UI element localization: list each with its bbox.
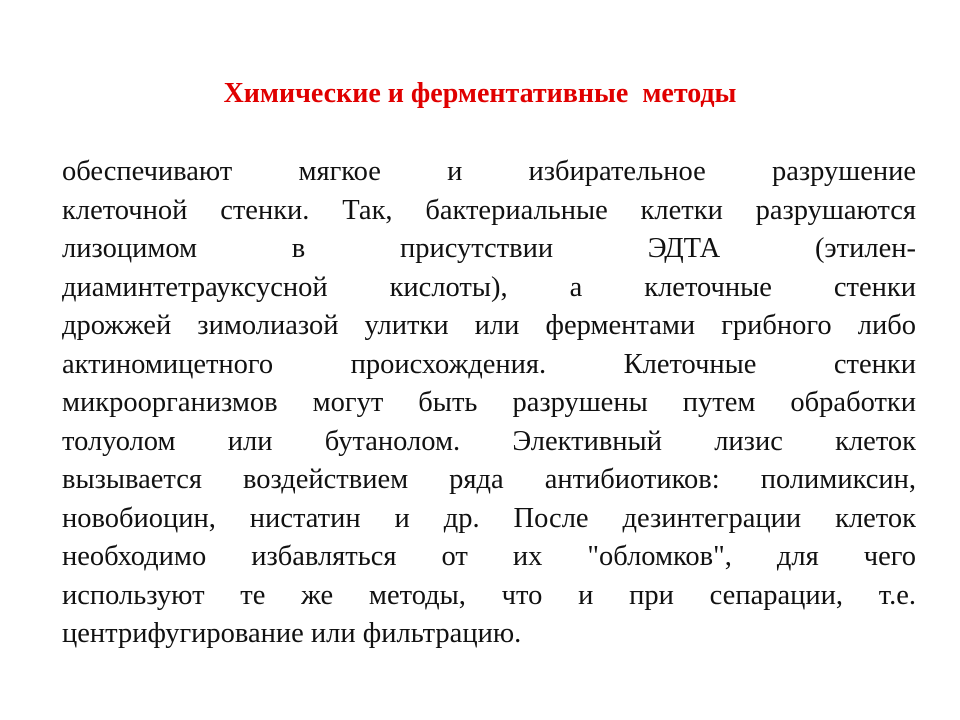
- body-line: необходимо избавляться от их "обломков", для чего: [62, 541, 916, 572]
- body-line: микроорганизмов могут быть разрушены путем обработки: [62, 387, 916, 418]
- body-paragraph: [62, 153, 916, 654]
- slide-title: Химические и ферментативные методы: [223, 78, 737, 109]
- body-line: клеточной стенки. Так, бактериальные клетки разрушаются: [62, 194, 916, 226]
- body-line: обеспечивают мягкое и избирательное разрушение: [62, 156, 916, 187]
- body-line: лизоцимом в присутствии ЭДТА (этилен-: [62, 233, 916, 264]
- body-line: диаминтетрауксусной кислоты), а клеточные стенки: [62, 271, 916, 303]
- body-line: новобиоцин, нистатин и др. После дезинтеграции клеток: [62, 502, 916, 534]
- body-line: центрифугирование или фильтрацию.: [62, 618, 522, 649]
- body-line: толуолом или бутанолом. Элективный лизис клеток: [62, 425, 916, 457]
- body-line: дрожжей зимолиазой улитки или ферментами грибного либо: [62, 310, 916, 341]
- body-line: актиномицетного происхождения. Клеточные стенки: [62, 348, 916, 380]
- body-line: вызывается воздействием ряда антибиотиков: полимиксин,: [62, 464, 916, 495]
- body-line: используют те же методы, что и при сепарации, т.е.: [62, 579, 916, 611]
